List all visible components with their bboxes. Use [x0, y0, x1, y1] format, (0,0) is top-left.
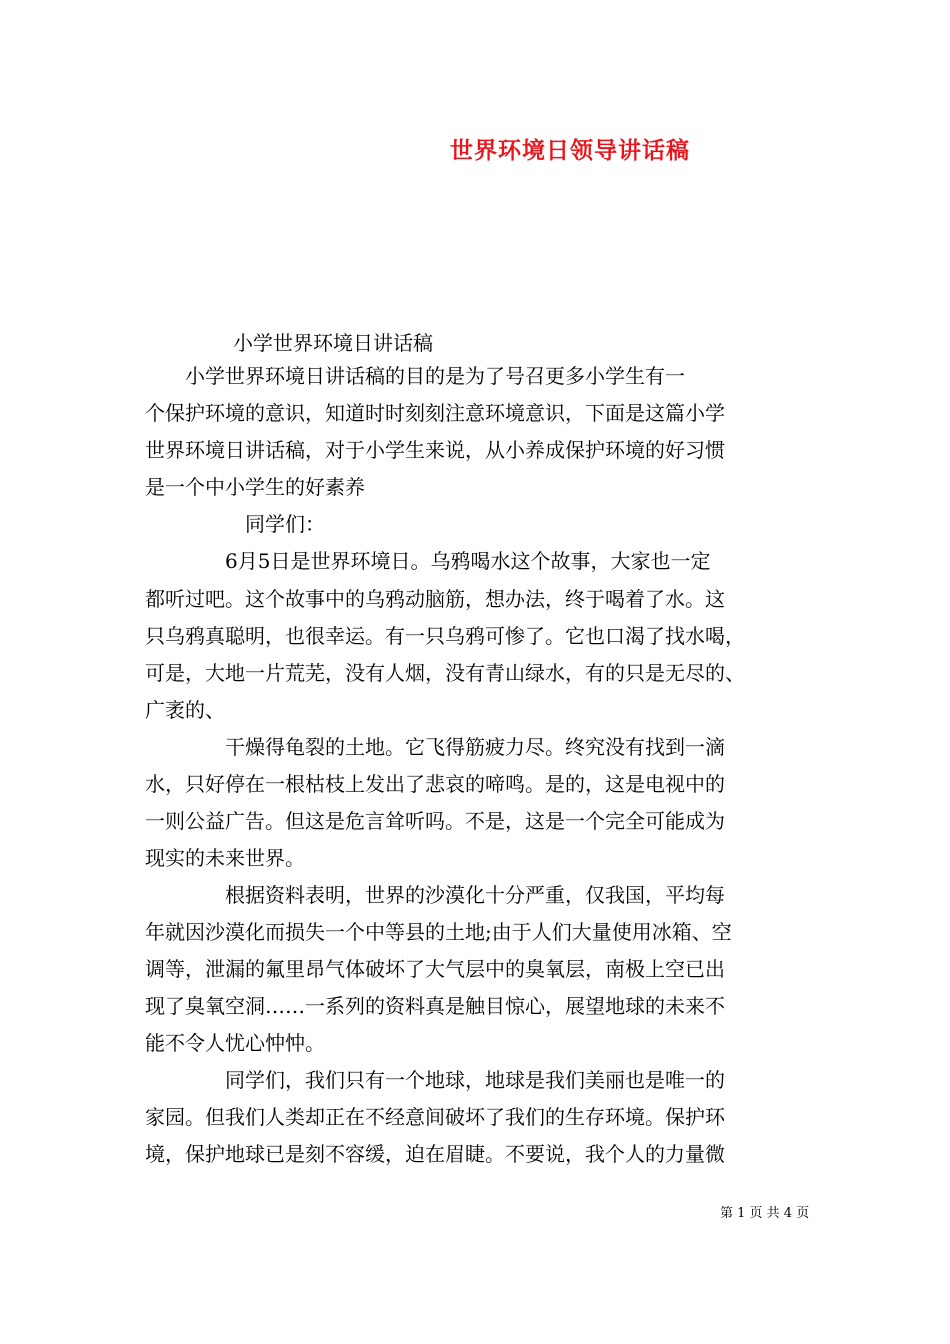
- body-line: 年就因沙漠化而损失一个中等县的土地;由于人们大量使用冰箱、空: [145, 920, 732, 944]
- body-line: 现了臭氧空洞……一系列的资料真是触目惊心，展望地球的未来不: [145, 994, 725, 1018]
- page-number: 第 1 页 共 4 页: [720, 1206, 810, 1221]
- body-line: 只乌鸦真聪明，也很幸运。有一只乌鸦可惨了。它也口渴了找水喝，: [145, 624, 745, 648]
- body-line: 根据资料表明，世界的沙漠化十分严重，仅我国，平均每: [145, 883, 725, 907]
- body-line: 是一个中小学生的好素养: [145, 475, 365, 499]
- body-line: 同学们：: [145, 512, 325, 536]
- body-line: 调等，泄漏的氟里昂气体破坏了大气层中的臭氧层，南极上空已出: [145, 957, 725, 981]
- body-line: 能不令人忧心忡忡。: [145, 1031, 325, 1055]
- body-line: 一则公益广告。但这是危言耸听吗。不是，这是一个完全可能成为: [145, 809, 725, 833]
- body-line: 同学们，我们只有一个地球，地球是我们美丽也是唯一的: [145, 1068, 725, 1092]
- body-line: 都听过吧。这个故事中的乌鸦动脑筋，想办法，终于喝着了水。这: [145, 587, 725, 611]
- body-line: 广袤的、: [145, 698, 225, 722]
- body-line: 境，保护地球已是刻不容缓，迫在眉睫。不要说，我个人的力量微: [145, 1142, 725, 1166]
- document-subtitle: 小学世界环境日讲话稿: [233, 331, 433, 355]
- body-line: 可是，大地一片荒芜，没有人烟，没有青山绿水，有的只是无尽的、: [145, 661, 745, 685]
- body-line: 干燥得龟裂的土地。它飞得筋疲力尽。终究没有找到一滴: [145, 735, 725, 759]
- body-line: 水，只好停在一根枯枝上发出了悲哀的啼鸣。是的，这是电视中的: [145, 772, 725, 796]
- body-line: 个保护环境的意识，知道时时刻刻注意环境意识，下面是这篇小学: [145, 401, 725, 425]
- document-title: 世界环境日领导讲话稿: [450, 137, 690, 164]
- body-line: 6月5日是世界环境日。乌鸦喝水这个故事，大家也一定: [145, 549, 711, 573]
- body-line: 世界环境日讲话稿，对于小学生来说，从小养成保护环境的好习惯: [145, 438, 725, 462]
- body-line: 家园。但我们人类却正在不经意间破坏了我们的生存环境。保护环: [145, 1105, 725, 1129]
- body-line: 现实的未来世界。: [145, 846, 305, 870]
- body-line: 小学世界环境日讲话稿的目的是为了号召更多小学生有一: [145, 364, 685, 388]
